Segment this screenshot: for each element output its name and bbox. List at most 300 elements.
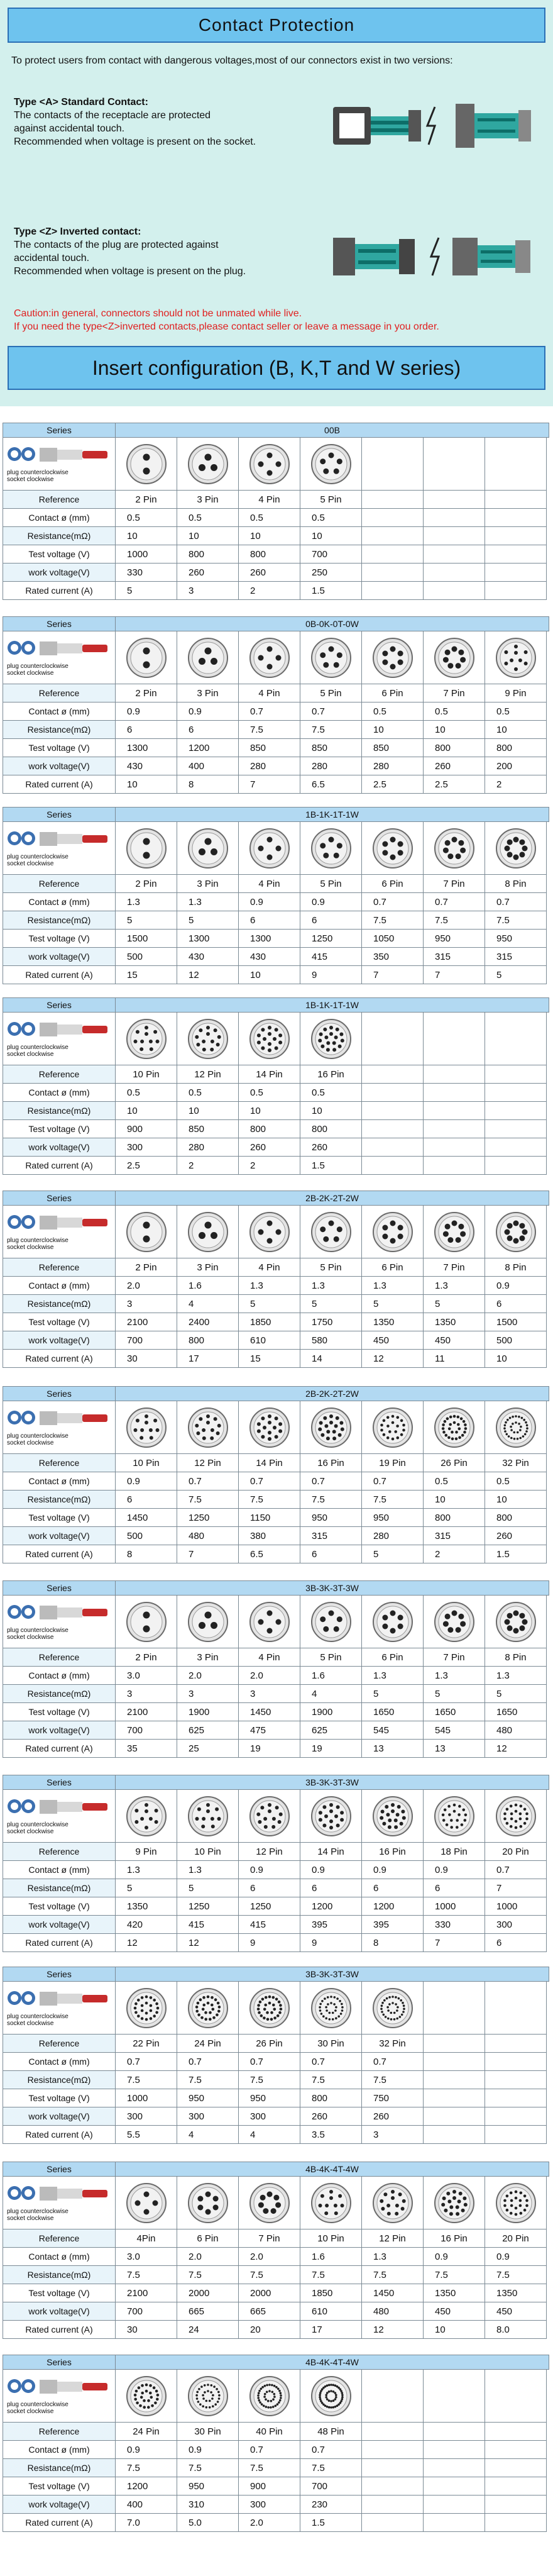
contact-pin [275,2202,281,2207]
table-cell: 0.9 [116,2441,177,2459]
insert-image-cell [485,1401,547,1454]
contact-pin [513,1431,515,1433]
contact-pin [211,1622,217,1629]
table-cell: 700 [116,1331,177,1350]
table-cell: 1350 [362,1313,424,1331]
table-cell [424,582,485,600]
insert-face-icon [129,640,164,675]
contact-pin [451,1220,457,1226]
insert-face-icon [252,831,287,866]
contact-pin [323,468,329,474]
insert-face [126,828,167,869]
contact-pin [268,1414,271,1418]
contact-pin [329,2196,333,2200]
table-cell: 0.7 [485,893,547,911]
contact-pin [396,1436,399,1439]
contact-pin [280,2394,282,2397]
type-z-line3: Recommended when voltage is present on the plug. [14,266,246,277]
table-cell: 800 [485,1509,547,1527]
contact-pin [268,1048,271,1052]
table-cell: 1.5 [300,2514,362,2532]
series-row [3,2162,549,2177]
contact-pin [216,2013,219,2016]
contact-pin [273,1037,276,1041]
insert-face-icon [314,1604,349,1640]
table-cell: 1.3 [177,893,239,911]
contact-pin [271,1996,275,1999]
contact-pin [268,1437,271,1441]
contact-pin [263,2392,266,2395]
table-cell: 14 [300,1350,362,1368]
insert-image-cell [485,1982,547,2035]
contact-pin [526,1427,528,1430]
insert-image-cell [362,1401,424,1454]
row-label: Rated current (A) [3,966,116,984]
contact-pin [197,2401,199,2403]
table-cell: 950 [239,2089,300,2107]
table-cell: 2400 [177,1313,239,1331]
contact-pin [380,1423,383,1426]
insert-face-icon [314,2379,349,2414]
table-cell: 0.9 [362,1861,424,1879]
contact-pin [513,1628,518,1633]
table-cell: 7.5 [362,2266,424,2284]
table-cell: 2 [485,775,547,794]
series-row [3,616,549,631]
insert-face-icon [190,1990,226,2026]
contact-pin [455,2205,459,2209]
insert-image-cell [239,1596,300,1648]
table-cell: 9 [300,966,362,984]
contact-pin [506,839,512,845]
contact-pin [266,2018,269,2021]
socket-orientation-label: socket clockwise [7,670,54,677]
contact-pin [265,2390,268,2393]
series-label: Series [3,1967,116,1982]
data-row-res [3,1491,549,1509]
table-cell: 7.5 [239,2266,300,2284]
insert-image-cell [116,1401,177,1454]
contact-pin [382,1614,388,1620]
table-cell: 300 [177,2107,239,2126]
contact-pin [506,1223,512,1228]
contact-pin [443,1808,446,1811]
contact-pin [398,2192,402,2196]
insert-face-icon [129,447,164,482]
contact-pin [522,845,527,851]
table-cell: 7.5 [300,1491,362,1509]
contact-pin [382,1224,388,1230]
contact-pin [514,2190,517,2193]
table-cell [485,509,547,527]
insert-face [496,1407,536,1448]
table-cell: 0.7 [424,893,485,911]
insert-table [3,1191,549,1368]
contact-pin [202,1428,205,1432]
contact-pin [391,2002,394,2004]
contact-pin [149,2017,152,2020]
contact-pin [339,2000,341,2002]
table-cell: 0.9 [177,2441,239,2459]
contact-pin [195,1035,199,1038]
contact-pin [390,646,395,652]
table-cell: 0.5 [424,1472,485,1491]
contact-pin [332,1048,336,1052]
contact-pin [263,2396,266,2398]
contact-pin [210,1040,214,1043]
contact-pin [341,2396,344,2398]
table-cell: 26 Pin [239,2035,300,2053]
table-cell: 7 Pin [424,684,485,702]
contact-pin [319,2396,321,2398]
contact-pin [320,1616,326,1622]
table-cell: 300 [239,2496,300,2514]
table-cell: 15 [239,1350,300,1368]
table-cell: 750 [362,2089,424,2107]
contact-pin [274,1435,278,1438]
contact-pin [325,2204,329,2207]
insert-face-icon [375,1214,410,1250]
contact-pin [390,1610,395,1616]
contact-pin [446,2191,450,2195]
insert-face [249,1212,290,1252]
contact-pin [455,1237,461,1243]
contact-pin [510,1436,513,1439]
insert-image-cell [239,1206,300,1258]
contact-pin [525,1812,528,1815]
contact-pin [514,1809,517,1813]
insert-face [311,1796,351,1836]
contact-pin [323,1416,327,1419]
table-cell: 0.7 [362,893,424,911]
table-cell [424,2514,485,2532]
contact-pin [278,1033,282,1037]
contact-pin [204,838,211,845]
contact-pin [209,2011,212,2014]
data-row-test [3,2089,549,2107]
contact-pin [458,1223,464,1229]
table-cell: 1.3 [362,1667,424,1685]
table-cell: 2 [239,582,300,600]
row-label: Test voltage (V) [3,545,116,564]
contact-pin [273,2396,276,2398]
insert-image-cell [116,1596,177,1648]
contact-pin [278,1429,282,1433]
table-cell: 1.3 [485,1667,547,1685]
insert-face-icon [252,2185,287,2221]
plug-socket-illustration [3,1596,116,1648]
contact-pin [322,1805,326,1809]
contact-pin [382,659,388,665]
insert-face [434,1407,474,1448]
contact-pin [506,1418,509,1421]
insert-image-cell [485,2177,547,2229]
table-cell: 500 [116,948,177,966]
orientation-note [7,2208,68,2222]
insert-face-icon [190,1604,226,1640]
contact-pin [449,1423,452,1426]
table-cell: 2.0 [116,1277,177,1295]
contact-pin [256,1040,260,1044]
contact-pin [447,1804,451,1807]
contact-pin [133,1040,137,1043]
contact-pin [278,2399,281,2401]
contact-pin [525,2204,528,2207]
caution-line1: Caution:in general, connectors should not be unmated while live. [14,308,302,319]
table-cell: 6 Pin [177,2229,239,2248]
insert-image-cell [300,1013,362,1065]
contact-pin [457,1813,461,1816]
table-cell: 2.5 [362,775,424,794]
insert-face [126,1988,167,2028]
table-cell [485,2477,547,2496]
data-row-contact [3,893,549,911]
contact-pin [334,1814,338,1818]
contact-pin [458,840,464,845]
contact-pin [325,2017,327,2019]
data-row-contact [3,1084,549,1102]
contact-pin [391,1809,395,1813]
contact-pin [143,1235,150,1242]
plug-socket-illustration [3,1790,116,1843]
table-cell: 10 [300,527,362,545]
contact-pin [320,652,326,658]
contact-pin [216,2001,219,2004]
insert-face-icon [190,1410,226,1445]
series-label: Series [3,1580,116,1596]
table-cell: 2.5 [424,775,485,794]
data-row-cur [3,1740,549,1758]
contact-pin [327,2384,330,2386]
contact-pin [210,2384,212,2387]
insert-image-cell [362,1982,424,2035]
table-cell: 850 [239,739,300,757]
row-label: Resistance(mΩ) [3,1879,116,1897]
contact-pin [384,2016,386,2018]
table-cell: 10 [424,2321,485,2339]
data-row-test [3,2477,549,2496]
contact-pin [504,650,508,654]
table-cell: 480 [177,1527,239,1545]
insert-face [373,638,413,678]
contact-pin [335,2394,337,2396]
table-cell: 2 [177,1157,239,1175]
row-label: work voltage(V) [3,2496,116,2514]
insert-face [434,1796,474,1836]
data-row-contact [3,1667,549,1685]
insert-image-cell [424,631,485,684]
contact-pin [143,1625,150,1632]
contact-pin [278,2389,281,2392]
data-row-work [3,948,549,966]
insert-face-icon [375,640,410,675]
insert-image-cell [177,1982,239,2035]
table-cell: 5 Pin [300,875,362,893]
contact-pin [510,658,513,662]
contact-pin [393,2018,395,2021]
contact-pin [381,2001,384,2004]
contact-pin [266,452,272,458]
table-cell: 800 [177,545,239,564]
series-name: 1B-1K-1T-1W [116,807,549,822]
contact-pin [268,2390,271,2392]
contact-pin [211,2397,214,2400]
data-row-contact [3,2441,549,2459]
contact-pin [217,2390,220,2393]
data-row-test [3,1313,549,1331]
contact-pin [444,649,450,655]
contact-pin [380,2199,383,2202]
contact-pin [276,2014,279,2017]
contact-pin [200,2385,203,2388]
contact-pin [326,2398,328,2401]
contact-pin [264,1996,267,1999]
plug-socket-illustration [3,438,116,491]
data-row-work [3,1721,549,1740]
contact-pin [214,1998,217,2001]
table-cell [485,1120,547,1138]
contact-pin [276,2403,278,2406]
table-cell: 280 [362,757,424,775]
plug-socket-illustration [3,2177,116,2229]
contact-protection-section [0,0,553,406]
insert-face [496,1602,536,1642]
row-label: Resistance(mΩ) [3,1295,116,1313]
contact-pin [381,2011,383,2013]
data-row-cur [3,775,549,794]
type-a-line2: against accidental touch. [14,123,125,134]
contact-pin [275,655,281,660]
table-cell: 30 [116,1350,177,1368]
contact-pin [341,2394,344,2396]
insert-face-icon [190,2379,226,2414]
contact-pin [441,2202,445,2206]
contact-pin [153,1999,156,2002]
contact-pin [323,1626,329,1631]
contact-pin [395,2211,398,2215]
contact-pin [258,1820,261,1824]
contact-pin [258,655,263,660]
insert-image-cell [177,1401,239,1454]
contact-pin [446,1417,449,1420]
insert-image-cell [239,1790,300,1843]
insert-image-cell [177,1206,239,1258]
table-cell: 2 Pin [116,875,177,893]
table-cell: 0.5 [116,1084,177,1102]
table-cell: 1.3 [116,1861,177,1879]
insert-face-icon [498,1604,534,1640]
contact-pin [268,1026,271,1030]
table-cell: 260 [300,2107,362,2126]
contact-pin [334,1035,337,1039]
contact-pin [396,1424,399,1428]
table-cell: 6 [424,1879,485,1897]
contact-pin [149,2004,152,2007]
data-row-test [3,930,549,948]
contact-pin [271,2390,273,2393]
table-cell: 430 [239,948,300,966]
table-cell: 3 Pin [177,875,239,893]
insert-image-cell [424,1206,485,1258]
row-label: work voltage(V) [3,1138,116,1157]
table-cell: 4 [300,1685,362,1703]
insert-face [188,2183,228,2223]
insert-face [434,2183,474,2223]
contact-pin [210,1436,214,1440]
table-cell: 1250 [177,1897,239,1916]
contact-pin [380,1809,384,1813]
contact-pin [523,662,527,665]
table-cell [424,509,485,527]
contact-pin [134,2002,138,2005]
insert-face [373,1602,413,1642]
table-cell: 6 Pin [362,875,424,893]
contact-pin [514,2196,517,2199]
contact-pin [391,1803,395,1807]
table-cell: 200 [485,757,547,775]
contact-pin [457,1423,460,1426]
table-cell [362,2441,424,2459]
table-cell: 6 [362,1879,424,1897]
insert-image-cell [239,1982,300,2035]
contact-pin [206,1026,210,1030]
table-cell [424,2496,485,2514]
contact-pin [337,2015,340,2018]
contact-pin [505,2208,508,2211]
contact-pin [388,2003,391,2006]
socket-orientation-label: socket clockwise [7,2020,54,2027]
contact-pin [197,2013,200,2016]
contact-pin [258,2399,260,2401]
contact-pin [258,2011,261,2014]
insert-face [249,1019,290,1059]
table-cell: 0.9 [424,1861,485,1879]
contact-pin [266,854,272,860]
table-cell: 0.5 [485,702,547,721]
contact-pin [463,1819,466,1822]
table-cell: 0.9 [300,893,362,911]
table-cell: 10 [239,1102,300,1120]
insert-face [126,2183,167,2223]
table-cell: 315 [424,1527,485,1545]
contact-pin [335,1416,339,1419]
contact-pin [333,2204,337,2207]
insert-face-icon [498,2185,534,2221]
plug-socket-illustration [3,1013,116,1065]
contact-pin [442,1819,445,1822]
insert-image-cell [424,438,485,491]
contact-pin [510,1812,513,1815]
contact-pin [256,1422,260,1426]
contact-pin [140,2009,143,2012]
table-cell: 950 [485,930,547,948]
table-cell: 20 [239,2321,300,2339]
contact-pin [154,2401,157,2404]
contact-pin [202,1047,205,1051]
table-cell: 5 Pin [300,1648,362,1667]
contact-pin [272,2003,275,2006]
contact-pin [318,1811,322,1814]
row-label: work voltage(V) [3,2302,116,2321]
contact-pin [464,1423,467,1426]
contact-pin [274,1416,278,1420]
contact-pin [328,1610,334,1616]
contact-pin [155,1428,159,1432]
row-label: Test voltage (V) [3,2477,116,2496]
contact-pin [334,2398,336,2401]
insert-image-cell [116,438,177,491]
contact-pin [402,1423,405,1426]
